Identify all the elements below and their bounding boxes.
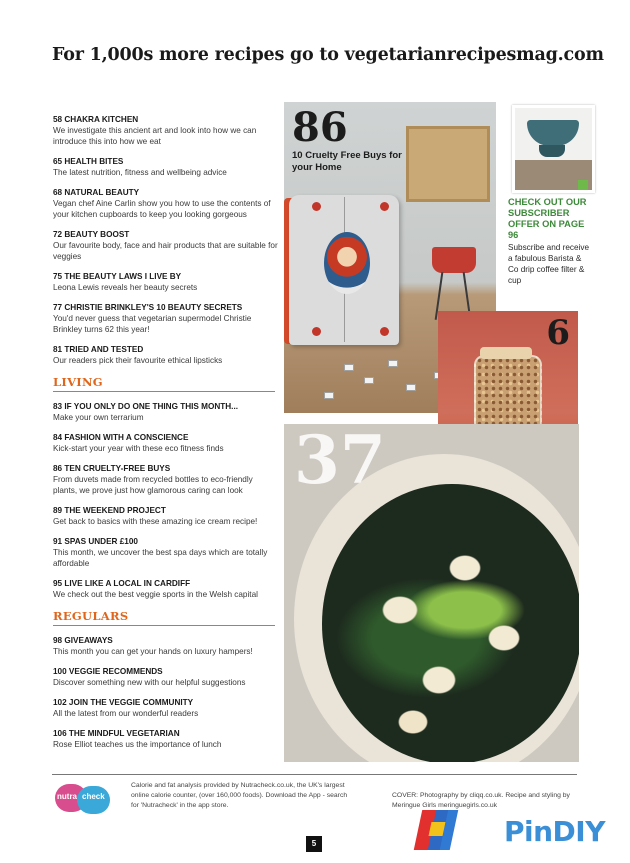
toc-entry-description: Kick-start your year with these eco fitness finds — [53, 444, 224, 453]
toc-entry — [53, 401, 278, 423]
toc-entry-description: Rose Elliot teaches us the importance of lunch — [53, 740, 222, 749]
toc-entry-description: Get back to basics with these amazing ice cream recipe! — [53, 517, 258, 526]
scattered-card — [406, 384, 416, 391]
toc-entry-title: 72 BEAUTY BOOST — [53, 230, 130, 239]
toc-entry — [53, 156, 278, 178]
watermark-text: PinDIY — [504, 815, 605, 848]
toc-entry-title: 81 TRIED AND TESTED — [53, 345, 144, 354]
fridge-emblem — [312, 202, 321, 211]
toc-entry-description: This month, we uncover the best spa days which are totally affordable — [53, 548, 268, 568]
toc-entry — [53, 229, 278, 262]
scattered-card — [344, 364, 354, 371]
toc-entry-title: 84 FASHION WITH A CONSCIENCE — [53, 433, 189, 442]
toc-entry — [53, 187, 278, 220]
toc-entry — [53, 302, 278, 335]
pindiy-watermark — [418, 806, 623, 856]
toc-entry-title: 100 VEGGIE RECOMMENDS — [53, 667, 163, 676]
toc-entry-title: 68 NATURAL BEAUTY — [53, 188, 140, 197]
toc-entry-title: 86 TEN CRUELTY-FREE BUYS — [53, 464, 171, 473]
logo-word-check: check — [82, 792, 105, 801]
toc-entry-description: All the latest from our wonderful readers — [53, 709, 199, 718]
toc-group-regulars — [53, 635, 278, 750]
subscriber-offer — [508, 197, 590, 286]
toc-entry-title: 75 THE BEAUTY LAWS I LIVE BY — [53, 272, 182, 281]
page-headline: For 1,000s more recipes go to vegetarianrecipesmag.com — [52, 45, 604, 65]
toc-entry-description: We check out the best veggie sports in the Welsh capital — [53, 590, 258, 599]
toc-entry-description: Our favourite body, face and hair products that are suitable for veggies — [53, 241, 278, 261]
toc-entry-description: We investigate this ancient art and look into how we can introduce this into how we eat — [53, 126, 257, 146]
footer-divider — [52, 774, 577, 775]
photo-number-86: 86 — [292, 104, 348, 151]
logo-word-nutra: nutra — [57, 792, 77, 801]
fridge-emblem — [380, 202, 389, 211]
toc-entry — [53, 728, 278, 750]
toc-entry — [53, 114, 278, 147]
jar-rim — [480, 347, 532, 359]
toc-entry — [53, 666, 278, 688]
photo-number-6: 6 — [546, 313, 570, 353]
toc-entry-description: Discover something new with our helpful suggestions — [53, 678, 246, 687]
toc-entry-description: Leona Lewis reveals her beauty secrets — [53, 283, 198, 292]
fridge-emblem — [312, 327, 321, 336]
toc-entry-description: Make your own terrarium — [53, 413, 144, 422]
scattered-card — [388, 360, 398, 367]
drip-filter — [527, 120, 579, 146]
section-heading-regulars: REGULARS — [53, 609, 275, 626]
toc-entry-title: 98 GIVEAWAYS — [53, 636, 113, 645]
toc-entry — [53, 271, 278, 293]
jester-illustration — [324, 232, 370, 294]
toc-entry-title: 106 THE MINDFUL VEGETARIAN — [53, 729, 180, 738]
toc-entry-title: 65 HEALTH BITES — [53, 157, 124, 166]
section-heading-living: LIVING — [53, 375, 275, 392]
toc-group-features — [53, 114, 278, 366]
toc-entry-description: Our readers pick their favourite ethical lipsticks — [53, 356, 223, 365]
toc-entry — [53, 463, 278, 496]
photo-number-37: 37 — [294, 424, 386, 499]
footer-nutrition-credit: Calorie and fat analysis provided by Nutracheck.co.uk, the UK's largest online calorie counter, (over 160,000 foods). Download the App - search for 'Nutracheck' in the app store. — [131, 782, 348, 809]
toc-entry — [53, 635, 278, 657]
toc-entry-description: You'd never guess that vegetarian supermodel Christie Brinkley turns 62 this year! — [53, 314, 252, 334]
toc-entry-title: 89 THE WEEKEND PROJECT — [53, 506, 166, 515]
fridge-emblem — [380, 327, 389, 336]
tofu-salad — [322, 484, 579, 762]
toc-entry-title: 102 JOIN THE VEGGIE COMMUNITY — [53, 698, 194, 707]
toc-entry-title: 83 IF YOU ONLY DO ONE THING THIS MONTH... — [53, 402, 239, 411]
toc-entry-description: The latest nutrition, fitness and wellbeing advice — [53, 168, 227, 177]
toc-entry-title: 58 CHAKRA KITCHEN — [53, 115, 139, 124]
toc-entry — [53, 536, 278, 569]
red-chair — [432, 247, 476, 273]
toc-entry-title: 95 LIVE LIKE A LOCAL IN CARDIFF — [53, 579, 191, 588]
photo-caption-86: 10 Cruelty Free Buys for your Home — [292, 150, 402, 173]
drip-filter-base — [539, 145, 565, 157]
watermark-shape-yellow — [429, 822, 446, 836]
footer-cover-credit: COVER: Photography by cliqq.co.uk. Recipe and styling by Meringue Girls meringuegirls.co.uk — [392, 792, 570, 809]
toc-entry-description: From duvets made from recycled bottles to eco-friendly plants, we prove just how glamorous caring can look — [53, 475, 253, 495]
offer-description: Subscribe and receive a fabulous Barista & Co drip coffee filter & cup — [508, 243, 590, 285]
toc-entry-title: 77 CHRISTIE BRINKLEY'S 10 BEAUTY SECRETS — [53, 303, 243, 312]
toc-entry-title: 91 SPAS UNDER £100 — [53, 537, 138, 546]
toc-entry — [53, 432, 278, 454]
toc-entry-description: Vegan chef Aine Carlin show you how to use the contents of your kitchen cupboards to keep you looking gorgeous — [53, 199, 271, 219]
scattered-card — [324, 392, 334, 399]
toc-group-living — [53, 401, 278, 600]
offer-heading: CHECK OUT OUR SUBSCRIBER OFFER ON PAGE 96 — [508, 197, 587, 240]
table-of-contents — [53, 114, 278, 759]
toc-entry-description: This month you can get your hands on luxury hampers! — [53, 647, 253, 656]
green-corner-tab — [578, 180, 588, 190]
toc-entry — [53, 578, 278, 600]
page-number: 5 — [306, 836, 322, 852]
nutracheck-logo — [55, 784, 110, 814]
toc-entry — [53, 344, 278, 366]
scattered-card — [364, 377, 374, 384]
toc-entry — [53, 505, 278, 527]
photo-tofu-salad — [284, 424, 579, 762]
toc-entry — [53, 697, 278, 719]
